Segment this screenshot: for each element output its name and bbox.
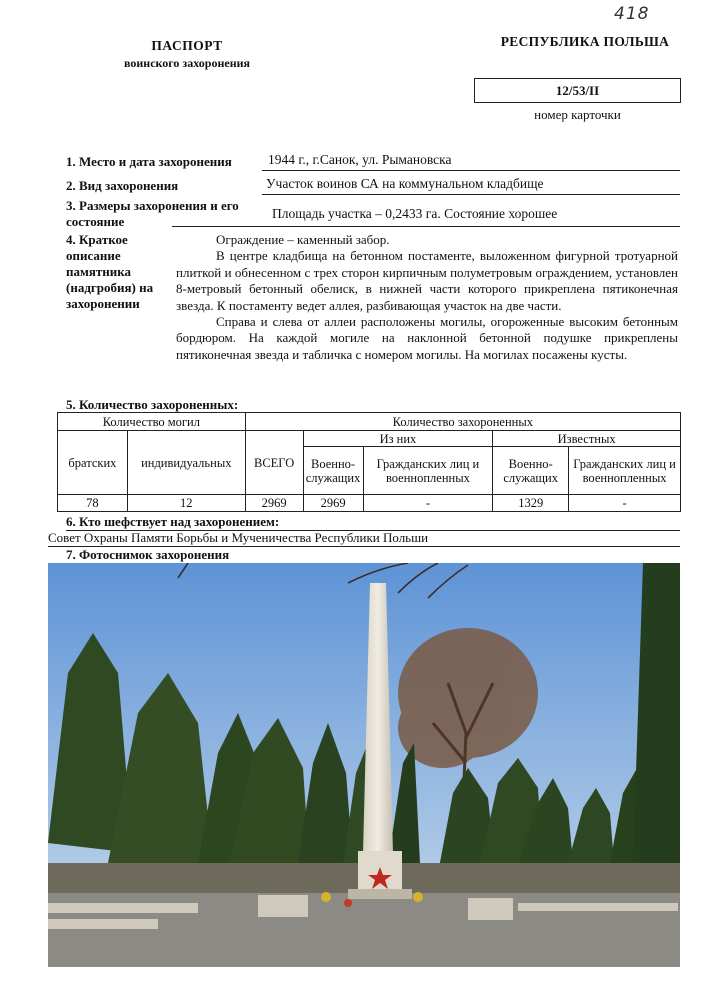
burial-photo [48,563,680,967]
field-place-date-label: 1. Место и дата захоронения [66,154,232,169]
field-description-label [66,232,174,312]
col-military-of-them: Военно-служащих [303,447,363,495]
known-header: Известных [493,431,681,447]
col-military-known: Военно-служащих [493,447,569,495]
card-number-label: номер карточки [534,107,621,122]
country-title: РЕСПУБЛИКА ПОЛЬША [500,34,670,49]
cell-civil-of-them: - [363,495,493,512]
cell-mass-graves: 78 [58,495,128,512]
buried-header: Количество захороненных [245,413,680,431]
field-description-text [176,232,678,363]
description-paragraph: Справа и слева от аллеи расположены могилы, огороженные высоким бетонным бордюром. На каждой могиле на наклонной бетонной подушке прикреплены пятиконечная звезда и табличка с номером могилы. На могилах посажены кусты. [176,314,678,362]
passport-title: ПАСПОРТ [151,38,223,53]
field-photo-label: 7. Фотоснимок захоронения [66,547,230,562]
field-type-label: 2. Вид захоронения [66,178,179,193]
description-label-line: (надгробия) на [66,280,154,295]
field-patron-value: Совет Охраны Памяти Борьбы и Мученичества Республики Польши [48,530,680,547]
field-patron-label: 6. Кто шефствует над захоронением: [66,514,680,531]
description-label-line: 4. Краткое [66,232,128,247]
col-mass-graves: братских [58,431,128,495]
col-civil-known: Гражданских лиц и военнопленных [569,447,681,495]
handwritten-page-number: 418 [614,4,650,24]
description-label-line: захоронении [66,296,140,311]
field-size-label-line2: состояние [66,214,125,229]
burial-count-table [57,412,681,512]
description-label-line: памятника [66,264,132,279]
of-them-header: Из них [303,431,493,447]
field-type-value: Участок воинов СА на коммунальном кладбище [262,176,680,195]
cell-civil-known: - [569,495,681,512]
description-label-line: описание [66,248,121,263]
col-total: ВСЕГО [245,431,303,495]
passport-subtitle: воинского захоронения [123,56,251,70]
field-size-value: Площадь участка – 0,2433 га. Состояние хорошее [172,203,680,227]
graves-header: Количество могил [58,413,246,431]
cell-total: 2969 [245,495,303,512]
col-civil-of-them: Гражданских лиц и военнопленных [363,447,493,495]
cell-military-known: 1329 [493,495,569,512]
cemetery-photo-image [48,563,680,967]
col-individual-graves: индивидуальных [127,431,245,495]
card-number-box: 12/53/II [474,78,681,103]
cell-individual-graves: 12 [127,495,245,512]
field-size-label-line1: 3. Размеры захоронения и его [66,198,239,213]
cell-military-of-them: 2969 [303,495,363,512]
passport-title-block [82,38,292,71]
description-paragraph: В центре кладбища на бетонном постаменте, выложенном фигурной тротуарной плиткой и обнесенном с трех сторон кирпичным полуметровым ограждением, установлен 8-метровый бетонный обелиск, в нижней части которого прикреплена пятиконечная звезда. К постаменту ведет аллея, разбивающая участок на две части. [176,248,678,313]
field-place-date-value: 1944 г., г.Санок, ул. Рымановска [262,152,680,171]
description-paragraph: Ограждение – каменный забор. [216,232,390,247]
field-count-label: 5. Количество захороненных: [66,397,239,412]
